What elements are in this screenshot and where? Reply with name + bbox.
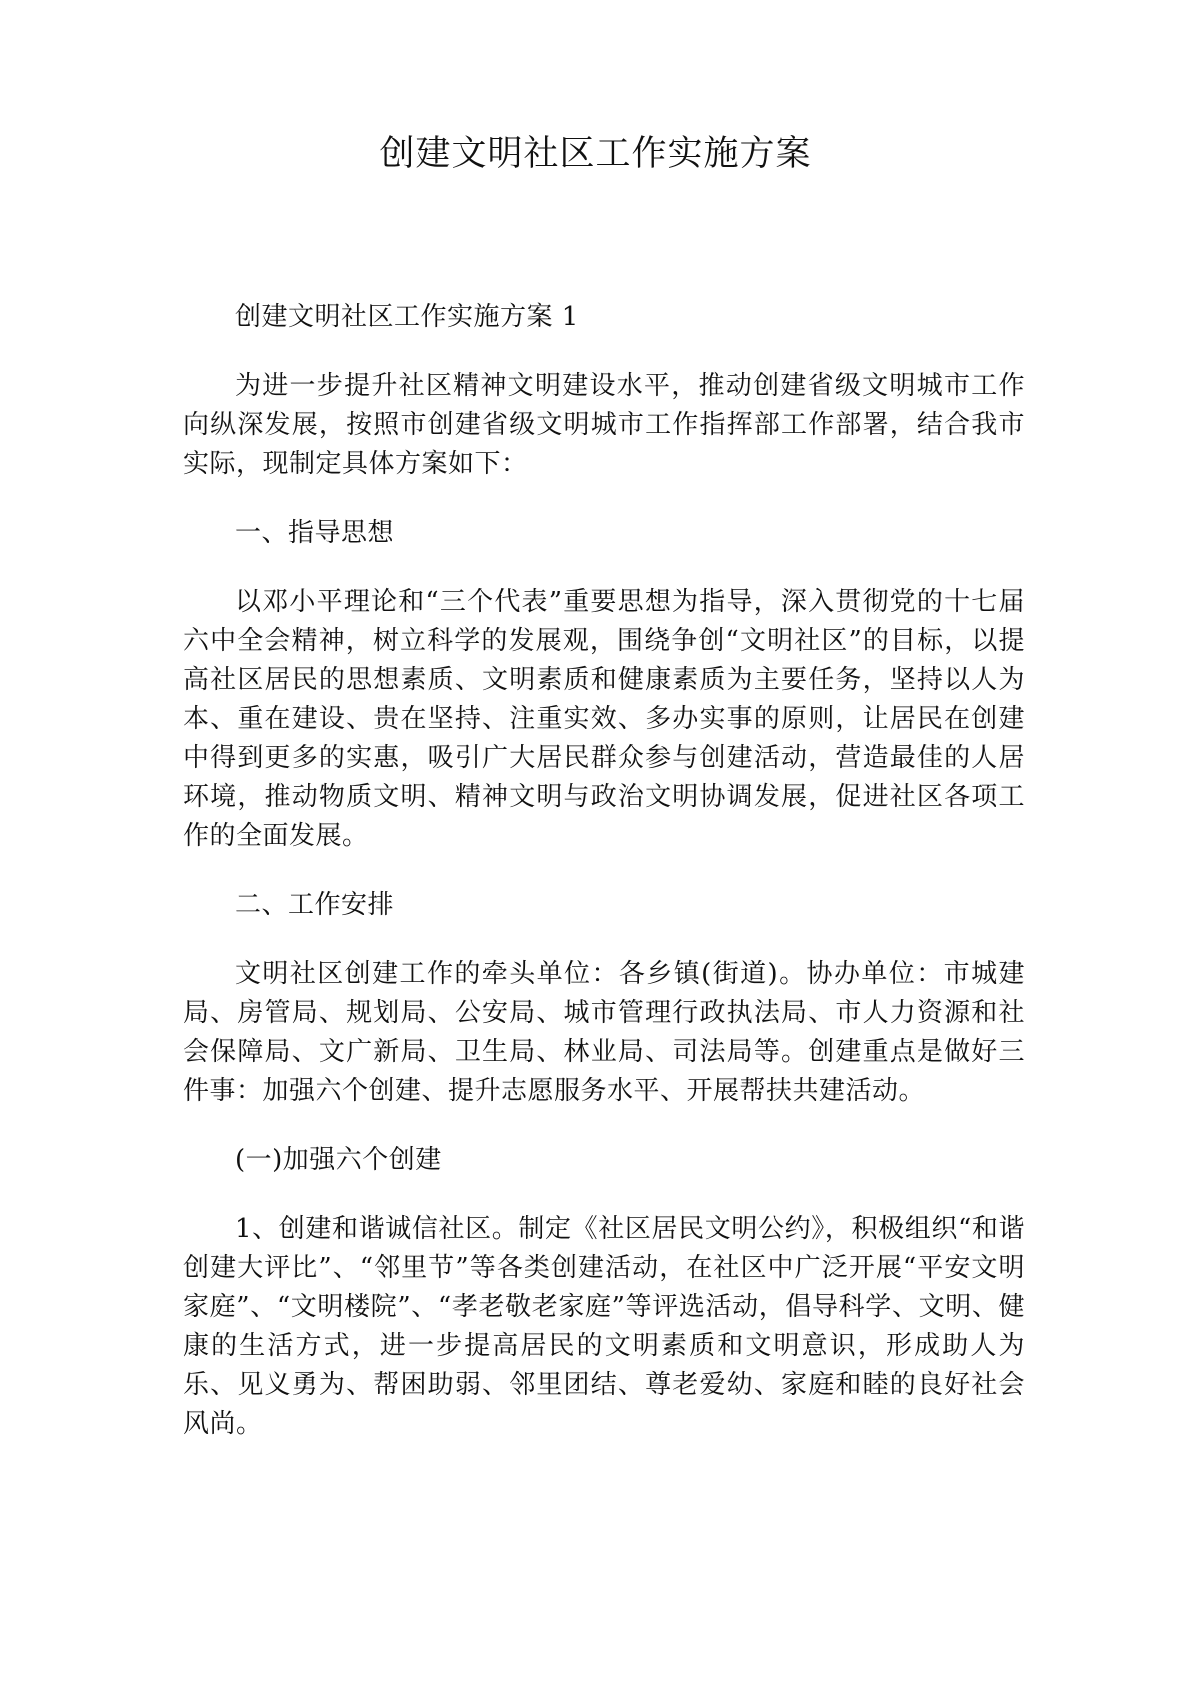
section-body-work-arrangement: 文明社区创建工作的牵头单位：各乡镇(街道)。协办单位：市城建局、房管局、规划局、公安局、城市管理行政执法局、市人力资源和社会保障局、文广新局、卫生局、林业局、司法局等。创建重点是做好三件事：加强六个创建、提升志愿服务水平、开展帮扶共建活动。 xyxy=(183,959,1025,1106)
subsection-heading-six-creations: (一)加强六个创建 xyxy=(235,1145,442,1175)
intro-paragraph: 为进一步提升社区精神文明建设水平，推动创建省级文明城市工作向纵深发展，按照市创建省级文明城市工作指挥部工作部署，结合我市实际，现制定具体方案如下： xyxy=(183,371,1025,479)
section-heading-work-arrangement: 二、工作安排 xyxy=(235,890,395,920)
section-body-guiding-ideology: 以邓小平理论和“三个代表”重要思想为指导，深入贯彻党的十七届六中全会精神，树立科学的发展观，围绕争创“文明社区”的目标，以提高社区居民的思想素质、文明素质和健康素质为主要任务，坚持以人为本、重在建设、贵在坚持、注重实效、多办实事的原则，让居民在创建中得到更多的实惠，吸引广大居民群众参与创建活动，营造最佳的人居环境，推动物质文明、精神文明与政治文明协调发展，促进社区各项工作的全面发展。 xyxy=(183,587,1025,851)
item-body-harmonious-community: 1、创建和谐诚信社区。制定《社区居民文明公约》，积极组织“和谐创建大评比”、“邻里节”等各类创建活动，在社区中广泛开展“平安文明家庭”、“文明楼院”、“孝老敬老家庭”等评选活动，倡导科学、文明、健康的生活方式，进一步提高居民的文明素质和文明意识，形成助人为乐、见义勇为、帮困助弱、邻里团结、尊老爱幼、家庭和睦的良好社会风尚。 xyxy=(183,1214,1025,1439)
document-title: 创建文明社区工作实施方案 xyxy=(379,134,812,174)
document-body xyxy=(183,298,1025,1474)
document-subtitle: 创建文明社区工作实施方案 1 xyxy=(235,302,579,332)
section-heading-guiding-ideology: 一、指导思想 xyxy=(235,518,395,548)
